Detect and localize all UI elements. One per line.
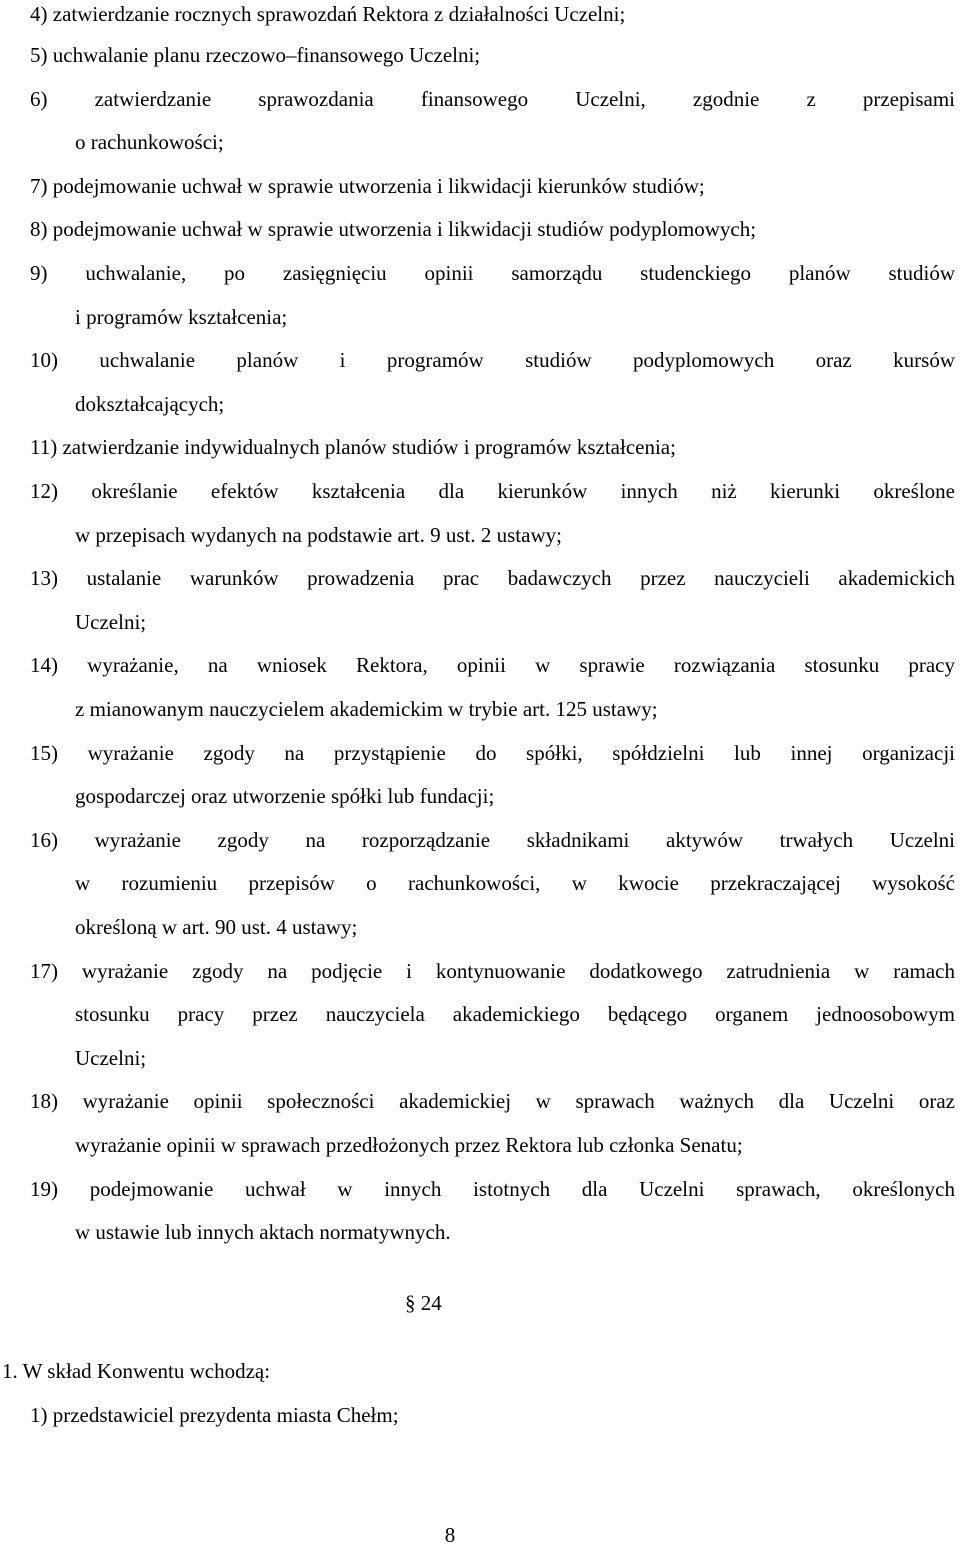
- list-item-6-cont: o rachunkowości;: [75, 130, 224, 154]
- list-item-18-cont: wyrażanie opinii w sprawach przedłożonych przez Rektora lub członka Senatu;: [75, 1133, 743, 1157]
- section-1-item-1: 1) przedstawiciel prezydenta miasta Chełm;: [30, 1403, 399, 1427]
- list-item-9: 9) uchwalanie, po zasięgnięciu opinii samorządu studenckiego planów studiów: [30, 261, 955, 285]
- page-number: 8: [444, 1523, 456, 1547]
- list-item-15: 15) wyrażanie zgody na przystąpienie do spółki, spółdzielni lub innej organizacji: [30, 741, 955, 765]
- list-item-18: 18) wyrażanie opinii społeczności akademickiej w sprawach ważnych dla Uczelni oraz: [30, 1089, 955, 1113]
- paragraph-heading: § 24: [405, 1291, 442, 1315]
- list-item-15-cont: gospodarczej oraz utworzenie spółki lub fundacji;: [75, 784, 495, 808]
- list-item-16-cont-2: określoną w art. 90 ust. 4 ustawy;: [75, 915, 358, 939]
- list-item-7: 7) podejmowanie uchwał w sprawie utworzenia i likwidacji kierunków studiów;: [30, 174, 705, 198]
- list-item-13-cont: Uczelni;: [75, 610, 147, 634]
- list-item-12: 12) określanie efektów kształcenia dla kierunków innych niż kierunki określone: [30, 479, 955, 503]
- section-1: 1. W skład Konwentu wchodzą:: [2, 1359, 271, 1383]
- list-item-5: 5) uchwalanie planu rzeczowo–finansowego Uczelni;: [30, 43, 481, 67]
- list-item-19-cont: w ustawie lub innych aktach normatywnych.: [75, 1220, 451, 1244]
- list-item-6: 6) zatwierdzanie sprawozdania finansowego Uczelni, zgodnie z przepisami: [30, 87, 955, 111]
- list-item-12-cont: w przepisach wydanych na podstawie art. 9 ust. 2 ustawy;: [75, 523, 562, 547]
- list-item-10: 10) uchwalanie planów i programów studiów podyplomowych oraz kursów: [30, 348, 955, 372]
- list-item-16-cont: w rozumieniu przepisów o rachunkowości, w kwocie przekraczającej wysokość: [75, 871, 955, 895]
- list-item-17-cont: stosunku pracy przez nauczyciela akademickiego będącego organem jednoosobowym: [75, 1002, 955, 1026]
- list-item-9-cont: i programów kształcenia;: [75, 305, 288, 329]
- list-item-4: 4) zatwierdzanie rocznych sprawozdań Rektora z działalności Uczelni;: [30, 2, 626, 26]
- list-item-14-cont: z mianowanym nauczycielem akademickim w trybie art. 125 ustawy;: [75, 697, 658, 721]
- list-item-17: 17) wyrażanie zgody na podjęcie i kontynuowanie dodatkowego zatrudnienia w ramach: [30, 959, 955, 983]
- list-item-14: 14) wyrażanie, na wniosek Rektora, opinii w sprawie rozwiązania stosunku pracy: [30, 653, 955, 677]
- list-item-17-cont-2: Uczelni;: [75, 1046, 147, 1070]
- list-item-19: 19) podejmowanie uchwał w innych istotnych dla Uczelni sprawach, określonych: [30, 1177, 955, 1201]
- list-item-10-cont: dokształcających;: [75, 392, 225, 416]
- list-item-11: 11) zatwierdzanie indywidualnych planów studiów i programów kształcenia;: [30, 435, 676, 459]
- list-item-16: 16) wyrażanie zgody na rozporządzanie składnikami aktywów trwałych Uczelni: [30, 828, 955, 852]
- list-item-8: 8) podejmowanie uchwał w sprawie utworzenia i likwidacji studiów podyplomowych;: [30, 217, 757, 241]
- list-item-13: 13) ustalanie warunków prowadzenia prac badawczych przez nauczycieli akademickich: [30, 566, 955, 590]
